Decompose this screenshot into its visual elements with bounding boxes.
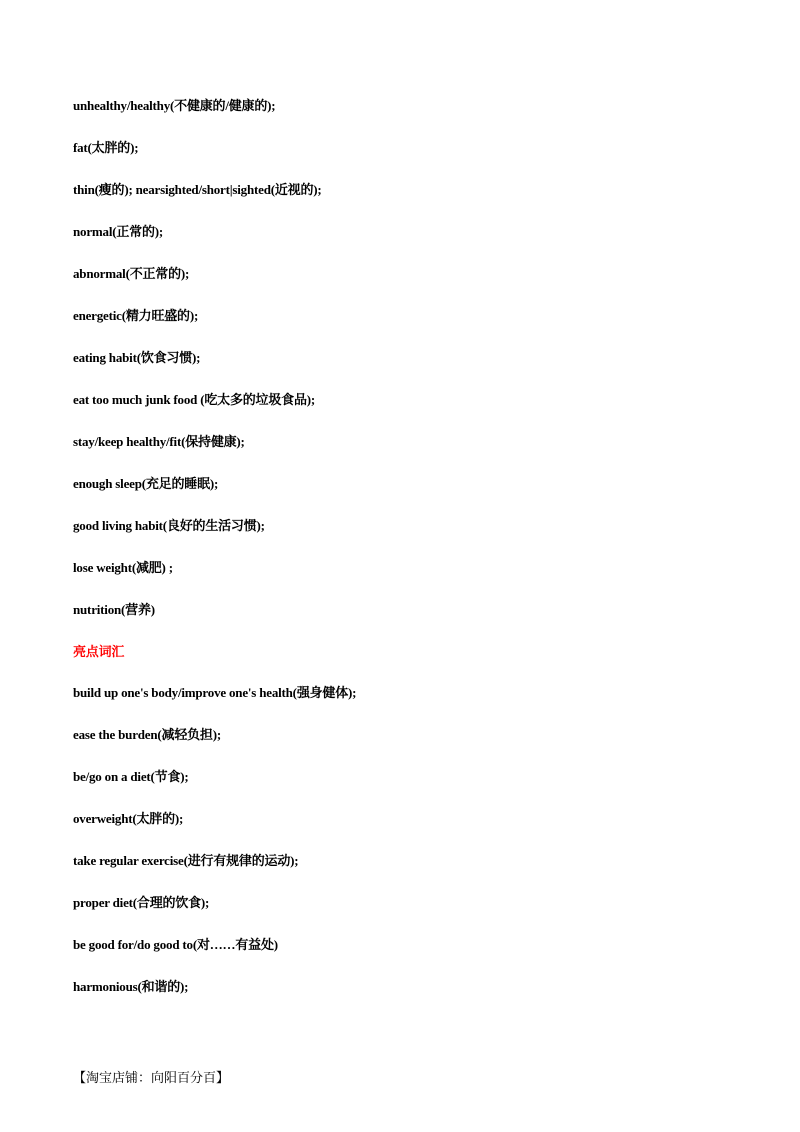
vocab-line: fat(太胖的); [73,140,139,155]
vocab-line: unhealthy/healthy(不健康的/健康的); [73,98,276,113]
vocab-line: be/go on a diet(节食); [73,769,189,784]
vocab-line: abnormal(不正常的); [73,266,190,281]
vocab-line: overweight(太胖的); [73,811,184,826]
vocab-line: enough sleep(充足的睡眠); [73,476,219,491]
vocab-line: energetic(精力旺盛的); [73,308,199,323]
vocab-line: build up one's body/improve one's health(强身健体); [73,685,357,700]
vocab-line: harmonious(和谐的); [73,979,189,994]
vocab-line: nutrition(营养) [73,602,155,617]
page-footer: 【淘宝店铺：向阳百分百】 [73,1071,230,1086]
highlight-vocab-heading: 亮点词汇 [73,644,125,659]
vocab-line: good living habit(良好的生活习惯); [73,518,265,533]
vocab-line: eat too much junk food (吃太多的垃圾食品); [73,392,316,407]
vocab-line: ease the burden(减轻负担); [73,727,221,742]
vocab-line: eating habit(饮食习惯); [73,350,201,365]
vocab-line: thin(瘦的); nearsighted/short|sighted(近视的); [73,182,322,197]
vocab-line: lose weight(减肥) ; [73,560,173,575]
vocab-line: proper diet(合理的饮食); [73,895,210,910]
vocab-line: stay/keep healthy/fit(保持健康); [73,434,245,449]
vocab-line: be good for/do good to(对……有益处) [73,937,278,952]
vocab-line: take regular exercise(进行有规律的运动); [73,853,299,868]
vocab-line: normal(正常的); [73,224,164,239]
